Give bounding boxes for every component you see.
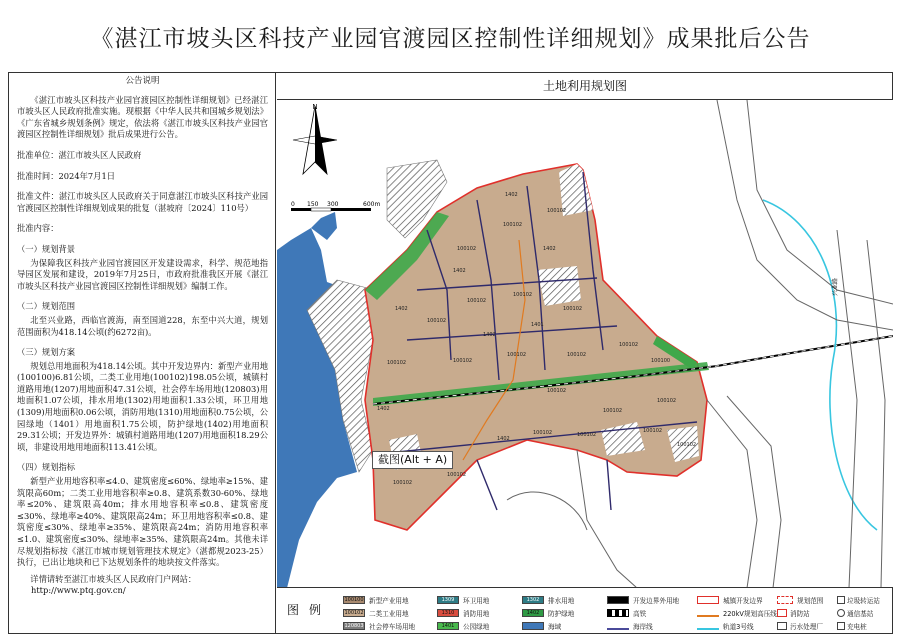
approval-document-line: 批准文件：湛江市坡头区人民政府关于同意湛江市坡头区科技产业园官渡园区控制性详细规划成果的批复（湛坡府〔2024〕110号） bbox=[17, 191, 268, 213]
section-background-body: 为保障我区科技产业园官渡园区开发建设需求，科学、规范地指导园区发展和建设，2019年7月25日，市政府批准我区开展《湛江市坡头区科技产业园官渡园区控制性详细规划》编制工作。 bbox=[17, 257, 268, 291]
parcel-code: 100102 bbox=[547, 208, 567, 214]
legend-label: 规划范围 bbox=[797, 597, 824, 605]
page-title-bar bbox=[0, 0, 901, 72]
legend-swatch bbox=[697, 596, 719, 604]
section-plan-body: 规划总用地面积为418.14公顷。其中开发边界内：新型产业用地(100100)6.81公顷，二类工业用地(100102)198.05公顷，城镇村道路用地(1207)用地面积47.31公顷，社会停车场用地(120803)用地面积1.07公顷，排水用地(1302)用地面积1.33公顷，环卫用地(1309)用地面积0.06公顷，消防用地(1310)用地面积0.75公顷，公园绿地（1401）用地面积1.75公顷，防护绿地(1402)用地面积29.31公顷；开发边界外：城镇村道路用地(1207)用地面积18.29公顷，非建设用地用地面积113.41公顷。 bbox=[17, 360, 268, 452]
parcel-code: 100102 bbox=[447, 472, 467, 478]
legend-label: 公园绿地 bbox=[463, 623, 490, 631]
approval-date-line: 批准时间：2024年7月1日 bbox=[17, 170, 116, 181]
parcel-code: 100102 bbox=[387, 360, 407, 366]
section-scope-body: 北至兴业路，西临官渡海，南至国道228，东至中兴大道，规划范围面积为418.14公顷(约6272亩)。 bbox=[17, 314, 268, 337]
parcel-code: 1402 bbox=[453, 268, 466, 274]
legend-label: 通信基站 bbox=[847, 610, 874, 618]
legend-item-buffer-green bbox=[522, 608, 574, 618]
legend-swatch: 1401 bbox=[437, 622, 459, 630]
parcel-code: 100102 bbox=[427, 318, 447, 324]
content-label: 批准内容： bbox=[17, 223, 59, 234]
legend-label: 污水处理厂 bbox=[790, 623, 823, 631]
scale-label-150: 150 bbox=[307, 201, 319, 208]
parcel-code: 1402 bbox=[543, 246, 556, 252]
section-background-title: （一）规划背景 bbox=[17, 243, 76, 254]
page-title: 《湛江市坡头区科技产业园官渡园区控制性详细规划》成果批后公告 bbox=[90, 25, 811, 52]
parcel-code: 100102 bbox=[547, 388, 567, 394]
parcel-code: 100102 bbox=[643, 428, 663, 434]
legend-label: 轨道3号线 bbox=[723, 623, 754, 631]
legend-item-industrial bbox=[343, 608, 409, 618]
legend-label: 防护绿地 bbox=[548, 610, 575, 618]
scale-label-300: 300 bbox=[327, 201, 339, 208]
parcel-code: 100102 bbox=[563, 306, 583, 312]
legend-item-plan-scope bbox=[777, 595, 823, 605]
parcel-code: 100102 bbox=[619, 342, 639, 348]
legend-label: 垃圾转运站 bbox=[847, 597, 880, 605]
legend-label: 二类工业用地 bbox=[369, 610, 409, 618]
parcel-code: 100102 bbox=[657, 398, 677, 404]
north-label: N bbox=[312, 103, 318, 111]
parcel-code: 100102 bbox=[533, 430, 553, 436]
scale-label-600: 600m bbox=[363, 201, 381, 208]
telecom-icon bbox=[837, 609, 845, 617]
legend-item-dev-boundary bbox=[697, 595, 763, 605]
legend-label: 环卫用地 bbox=[463, 597, 490, 605]
legend-swatch: 1402 bbox=[522, 609, 544, 617]
legend-swatch: 120803 bbox=[344, 623, 364, 629]
website-link[interactable]: http://www.ptq.gov.cn/ bbox=[31, 585, 126, 596]
legend-item-sea bbox=[522, 621, 561, 631]
parcel-code: 100102 bbox=[577, 432, 597, 438]
legend-swatch bbox=[697, 622, 719, 630]
legend-item-sewage-plant bbox=[777, 621, 823, 631]
parcel-code: 100102 bbox=[457, 246, 477, 252]
screenshot-tooltip: 截图(Alt + A) bbox=[372, 451, 453, 469]
parcel-code: 100102 bbox=[567, 352, 587, 358]
section-scope-title: （二）规划范围 bbox=[17, 301, 76, 312]
parcel-code: 100102 bbox=[503, 222, 523, 228]
legend-item-parking bbox=[343, 621, 415, 631]
north-arrow-icon bbox=[293, 106, 337, 174]
legend-swatch: 1309 bbox=[437, 596, 459, 604]
legend-label: 社会停车场用地 bbox=[369, 623, 416, 631]
section-plan-title: （三）规划方案 bbox=[17, 347, 76, 358]
map-column bbox=[277, 72, 893, 634]
legend-swatch bbox=[607, 609, 629, 617]
land-use-map-drawing bbox=[277, 100, 893, 588]
parcel-code: 1402 bbox=[505, 192, 518, 198]
legend-item-rail bbox=[607, 608, 646, 618]
sewage-plant-icon bbox=[777, 622, 787, 630]
legend-swatch: 100102 bbox=[344, 610, 364, 616]
map-title: 土地利用规划图 bbox=[277, 72, 893, 100]
legend-item-park bbox=[437, 621, 489, 631]
legend-swatch bbox=[777, 596, 793, 604]
parcel-code: 100102 bbox=[513, 292, 533, 298]
parcel-code: 100102 bbox=[603, 408, 623, 414]
road-label: 兴业路 bbox=[832, 277, 839, 296]
legend-label: 排水用地 bbox=[548, 597, 575, 605]
charging-icon bbox=[837, 622, 845, 630]
legend-label: 城镇开发边界 bbox=[723, 597, 763, 605]
legend-label: 海岸线 bbox=[633, 623, 653, 631]
legend-item-power-line bbox=[697, 608, 777, 618]
legend-label: 充电桩 bbox=[847, 623, 867, 631]
legend-item-charging bbox=[837, 621, 867, 631]
notice-heading: 公告说明 bbox=[125, 76, 160, 86]
parcel-code: 100102 bbox=[453, 358, 473, 364]
legend-item-outside-boundary bbox=[607, 595, 679, 605]
metro-line-3 bbox=[763, 200, 877, 530]
legend-swatch: 1310 bbox=[437, 609, 459, 617]
legend-item-drainage bbox=[522, 595, 574, 605]
approver-line: 批准单位：湛江市坡头区人民政府 bbox=[17, 149, 142, 160]
legend-item-metro bbox=[697, 621, 754, 631]
legend-label: 新型产业用地 bbox=[369, 597, 409, 605]
section-indicators-body: 新型产业用地容积率≤4.0、建筑密度≤60%、绿地率≥15%、建筑限高60m；二类工业用地容积率≥0.8、建筑系数30-60%、绿地率≤20%、建筑限高40m；排水用地容积率≤0.8、建筑密度≤30%、绿地率≥40%、建筑限高24m；环卫用地容积率≤0.8、建筑密度≤30%、绿地率≥35%、建筑限高24m；消防用地容积率≤1.0、建筑密度≤30%、绿地率≥35%、建筑限高24m。其他未详尽规划指标按《湛江市城市规划管理技术规定》（湛都规2023-25）执行，已出让地块和已下达规划条件的地块按文件落实。 bbox=[17, 476, 268, 568]
legend-title: 图例 bbox=[287, 603, 332, 617]
legend-swatch bbox=[607, 622, 629, 630]
parcel-code: 1402 bbox=[377, 406, 390, 412]
footer-line: 详情请转至湛江市坡头区人民政府门户网站： bbox=[30, 573, 197, 584]
scale-label-0: 0 bbox=[291, 201, 295, 208]
legend-label: 海域 bbox=[548, 623, 562, 631]
section-indicators-title: （四）规划指标 bbox=[17, 462, 76, 473]
legend-label: 220kV规划高压线 bbox=[723, 610, 777, 618]
parcel-code: 1401 bbox=[531, 322, 544, 328]
legend-item-fire-station bbox=[777, 608, 810, 618]
legend-item-sanitation bbox=[437, 595, 489, 605]
land-use-map bbox=[277, 100, 893, 588]
parcel-code: 1402 bbox=[483, 332, 496, 338]
refuse-station-icon bbox=[837, 596, 845, 604]
parcel-code: 100102 bbox=[677, 442, 697, 448]
legend-swatch: 1302 bbox=[522, 596, 544, 604]
legend-item-new-industry bbox=[343, 595, 409, 605]
legend-swatch: 100100 bbox=[344, 597, 364, 603]
scale-bar bbox=[291, 208, 371, 211]
legend-label: 高铁 bbox=[633, 610, 647, 618]
parcel-code: 100102 bbox=[507, 352, 527, 358]
legend-swatch bbox=[522, 622, 544, 630]
legend-label: 开发边界外用地 bbox=[633, 597, 680, 605]
notice-column bbox=[8, 72, 276, 634]
legend-item-telecom bbox=[837, 608, 873, 618]
parcel-code: 1402 bbox=[497, 436, 510, 442]
notice-intro: 《湛江市坡头区科技产业园官渡园区控制性详细规划》已经湛江市坡头区人民政府批准实施。现根据《中华人民共和国城乡规划法》《广东省城乡规划条例》规定，依法将《湛江市坡头区科技产业园官渡园区控制性详细规划》批后成果进行公告。 bbox=[17, 94, 268, 140]
map-legend bbox=[277, 589, 893, 634]
legend-swatch bbox=[697, 609, 719, 617]
legend-item-refuse-station bbox=[837, 595, 880, 605]
parcel-code: 100102 bbox=[393, 480, 413, 486]
fire-station-icon bbox=[777, 609, 787, 617]
legend-swatch bbox=[607, 596, 629, 604]
legend-label: 消防站 bbox=[790, 610, 810, 618]
parcel-code: 100100 bbox=[651, 358, 671, 364]
legend-item-coastline bbox=[607, 621, 653, 631]
legend-item-fire bbox=[437, 608, 489, 618]
legend-label: 消防用地 bbox=[463, 610, 490, 618]
parcel-code: 100102 bbox=[467, 298, 487, 304]
parcel-code: 1402 bbox=[395, 306, 408, 312]
sea-inlet bbox=[311, 212, 337, 240]
